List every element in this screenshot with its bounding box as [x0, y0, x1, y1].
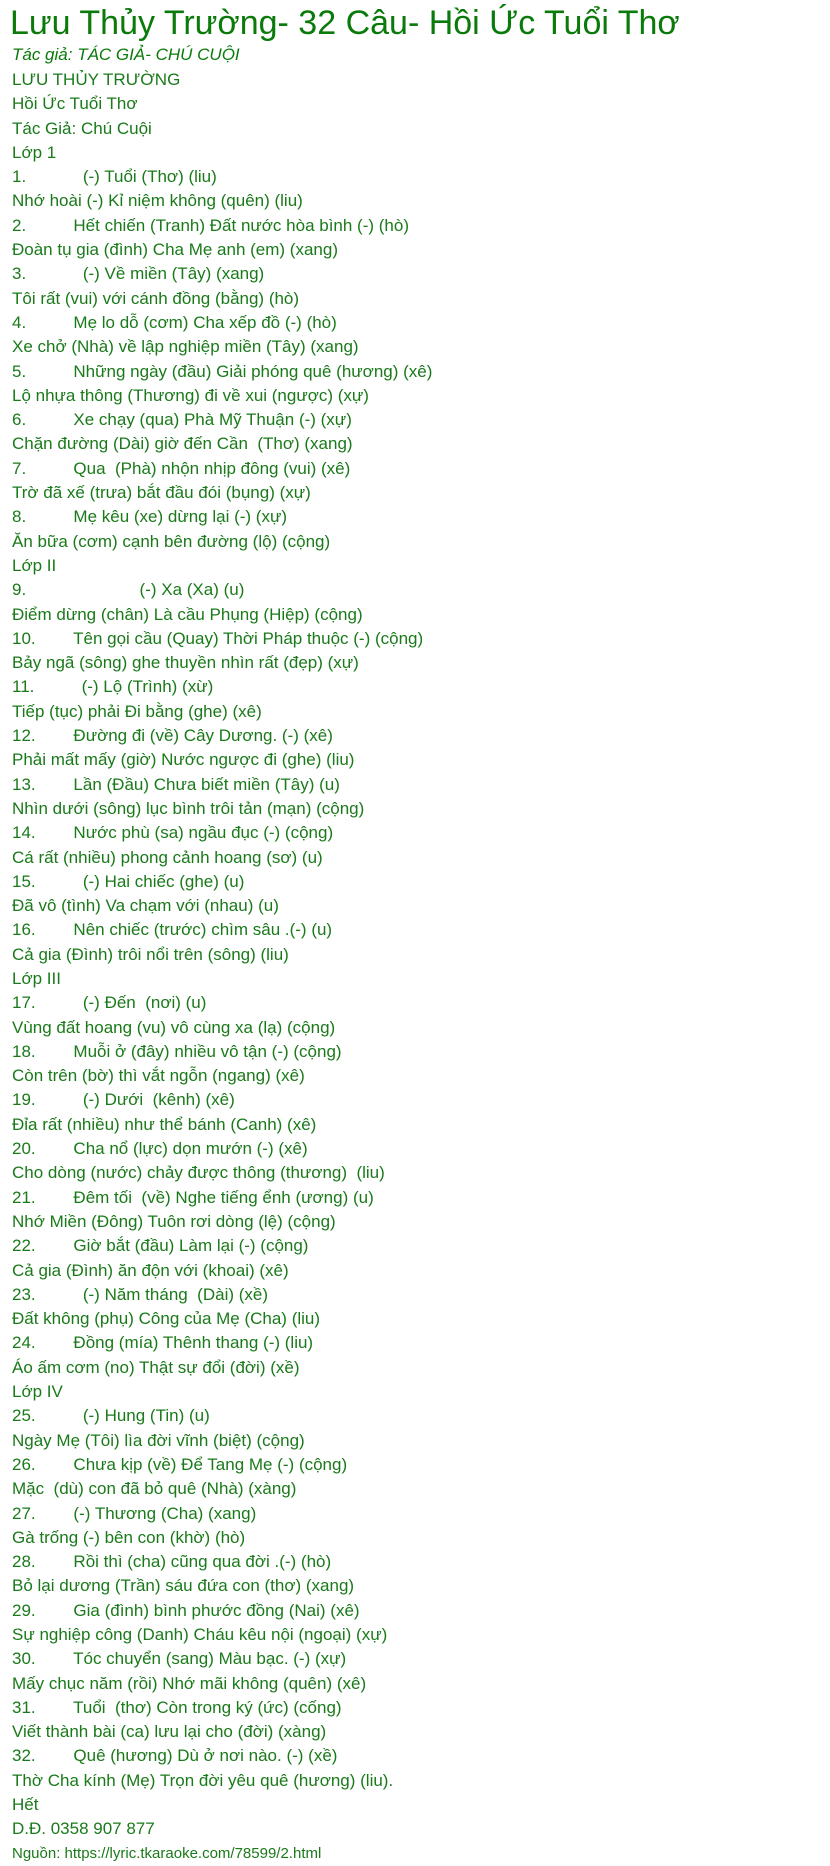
author-line: Tác giả: TÁC GIẢ- CHÚ CUỘI [12, 45, 240, 64]
lyric-line: Chặn đường (Dài) giờ đến Cần (Thơ) (xang) [12, 434, 353, 454]
lyric-line: 24. Đồng (mía) Thênh thang (-) (liu) [12, 1333, 314, 1353]
lyric-line: 11. (-) Lộ (Trình) (xừ) [12, 677, 214, 697]
lyric-line: Ngày Mẹ (Tôi) lìa đời vĩnh (biệt) (cộng) [12, 1430, 305, 1450]
lyric-line: 21. Đêm tối (về) Nghe tiếng ểnh (ương) (u) [12, 1187, 374, 1207]
lyric-line: 12. Đường đi (về) Cây Dương. (-) (xê) [12, 726, 333, 746]
source-line: Nguồn: https://lyric.tkaraoke.com/78599/2.html [12, 1844, 322, 1862]
lyric-line: Mấy chục năm (rồi) Nhớ mãi không (quên) (xê) [12, 1673, 367, 1693]
lyric-line: 31. Tuổi (thơ) Còn trong ký (ức) (cống) [12, 1697, 342, 1717]
lyric-line: Đoàn tụ gia (đình) Cha Mẹ anh (em) (xang) [12, 240, 338, 260]
lyric-line: 28. Rồi thì (cha) cũng qua đời .(-) (hò) [12, 1552, 332, 1572]
lyric-line: LƯU THỦY TRƯỜNG [12, 70, 181, 89]
lyric-line: Vùng đất hoang (vu) vô cùng xa (lạ) (cộng) [12, 1017, 336, 1037]
lyric-line: 26. Chưa kịp (về) Để Tang Mẹ (-) (cộng) [12, 1454, 348, 1474]
lyric-line: 10. Tên gọi cầu (Quay) Thời Pháp thuộc (-) (cộng) [12, 628, 424, 648]
lyric-line: Cả gia (Đình) trôi nổi trên (sông) (liu) [12, 944, 289, 964]
lyric-line: Đã vô (tình) Va chạm với (nhau) (u) [12, 896, 279, 916]
lyric-line: Cá rất (nhiều) phong cảnh hoang (sơ) (u) [12, 847, 323, 867]
lyric-line: 13. Lần (Đầu) Chưa biết miền (Tây) (u) [12, 774, 340, 794]
lyric-line: 17. (-) Đến (nơi) (u) [12, 993, 207, 1013]
lyric-line: Lớp IV [12, 1382, 63, 1402]
lyric-line: 18. Muỗi ở (đây) nhiều vô tận (-) (cộng) [12, 1041, 342, 1061]
lyric-line: Nhìn dưới (sông) lục bình trôi tản (mạn) (cộng) [12, 798, 365, 818]
lyric-line: Tôi rất (vui) với cánh đồng (bằng) (hò) [12, 288, 300, 308]
lyric-line: Sự nghiệp công (Danh) Cháu kêu nội (ngoại) (xự) [12, 1625, 388, 1644]
lyric-line: Tác Giả: Chú Cuội [12, 118, 152, 138]
lyric-line: Tiếp (tục) phải Đi bằng (ghe) (xê) [12, 701, 262, 721]
lyric-line: Phải mất mấy (giờ) Nước ngược đi (ghe) (liu) [12, 750, 355, 770]
lyric-line: 20. Cha nổ (lực) dọn mướn (-) (xê) [12, 1139, 308, 1159]
lyric-line: Cho dòng (nước) chảy được thông (thương) (liu) [12, 1163, 385, 1183]
lyric-line: Áo ấm cơm (no) Thật sự đổi (đời) (xề) [12, 1357, 300, 1377]
lyric-line: Nhớ hoài (-) Kỉ niệm không (quên) (liu) [12, 191, 303, 211]
lyric-line: Gà trống (-) bên con (khờ) (hò) [12, 1527, 246, 1547]
lyric-line: 1. (-) Tuổi (Thơ) (liu) [12, 167, 217, 187]
lyric-line: 29. Gia (đình) bình phước đồng (Nai) (xê) [12, 1600, 360, 1620]
lyric-line: 8. Mẹ kêu (xe) dừng lại (-) (xự) [12, 507, 287, 527]
lyric-line: Hết [12, 1795, 39, 1815]
lyric-line: Điểm dừng (chân) Là cầu Phụng (Hiệp) (cộng) [12, 604, 363, 624]
lyric-line: Nhớ Miền (Đông) Tuôn rơi dòng (lệ) (cộng) [12, 1211, 336, 1231]
lyric-line: 19. (-) Dưới (kênh) (xê) [12, 1090, 235, 1110]
lyric-line: 5. Những ngày (đầu) Giải phóng quê (hương) (xê) [12, 361, 433, 381]
lyrics-body [12, 68, 822, 1866]
lyric-line: Ăn bữa (cơm) cạnh bên đường (lộ) (cộng) [12, 531, 331, 551]
lyric-line: Cả gia (Đình) ăn độn với (khoai) (xê) [12, 1260, 289, 1280]
lyric-line: 25. (-) Hung (Tin) (u) [12, 1406, 210, 1426]
lyric-line: Bỏ lại dương (Trần) sáu đứa con (thơ) (xang) [12, 1576, 355, 1596]
page-title: Lưu Thủy Trường- 32 Câu- Hồi Ức Tuổi Thơ [10, 4, 680, 42]
lyric-line: 30. Tóc chuyển (sang) Màu bạc. (-) (xự) [12, 1649, 347, 1669]
lyric-line: 9. (-) Xa (Xa) (u) [12, 580, 245, 600]
lyric-line: 7. Qua (Phà) nhộn nhịp đông (vui) (xê) [12, 458, 351, 478]
lyric-line: D.Đ. 0358 907 877 [12, 1819, 155, 1839]
lyric-line: 27. (-) Thương (Cha) (xang) [12, 1503, 257, 1523]
lyric-line: Lớp II [12, 555, 57, 575]
lyric-line: Hồi Ức Tuổi Thơ [12, 94, 138, 114]
lyric-line: 2. Hết chiến (Tranh) Đất nước hòa bình (-) (hò) [12, 215, 409, 235]
lyric-line: 6. Xe chạy (qua) Phà Mỹ Thuận (-) (xự) [12, 410, 352, 430]
lyric-line: 22. Giờ bắt (đầu) Làm lại (-) (cộng) [12, 1236, 309, 1256]
lyric-line: Đỉa rất (nhiều) như thể bánh (Canh) (xê) [12, 1114, 317, 1134]
lyric-line: Lộ nhựa thông (Thương) đi về xui (ngược) (xự) [12, 385, 369, 405]
lyric-line: 23. (-) Năm tháng (Dài) (xề) [12, 1284, 269, 1304]
lyric-line: Còn trên (bờ) thì vắt ngỗn (ngang) (xê) [12, 1066, 305, 1086]
lyric-line: Đất không (phụ) Công của Mẹ (Cha) (liu) [12, 1309, 321, 1329]
lyric-line: 16. Nên chiếc (trước) chìm sâu .(-) (u) [12, 920, 333, 940]
lyric-line: Bảy ngã (sông) ghe thuyền nhìn rất (đẹp) (xự) [12, 653, 359, 673]
lyric-line: 3. (-) Về miền (Tây) (xang) [12, 264, 265, 284]
lyric-line: 32. Quê (hương) Dù ở nơi nào. (-) (xề) [12, 1746, 338, 1766]
lyric-line: 15. (-) Hai chiếc (ghe) (u) [12, 871, 245, 891]
lyric-line: Mặc (dù) con đã bỏ quê (Nhà) (xàng) [12, 1479, 297, 1499]
lyric-line: 14. Nước phù (sa) ngầu đục (-) (cộng) [12, 823, 334, 843]
lyric-line: Thờ Cha kính (Mẹ) Trọn đời yêu quê (hương) (liu). [12, 1770, 394, 1790]
lyric-line: Lớp III [12, 968, 61, 988]
lyric-line: Viết thành bài (ca) lưu lại cho (đời) (xàng) [12, 1722, 327, 1742]
lyric-line: Trờ đã xế (trưa) bắt đầu đói (bụng) (xự) [12, 483, 311, 503]
lyric-line: 4. Mẹ lo dỗ (cơm) Cha xếp đồ (-) (hò) [12, 312, 337, 332]
lyric-line: Lớp 1 [12, 142, 57, 162]
lyric-line: Xe chở (Nhà) về lập nghiệp miền (Tây) (xang) [12, 337, 359, 357]
